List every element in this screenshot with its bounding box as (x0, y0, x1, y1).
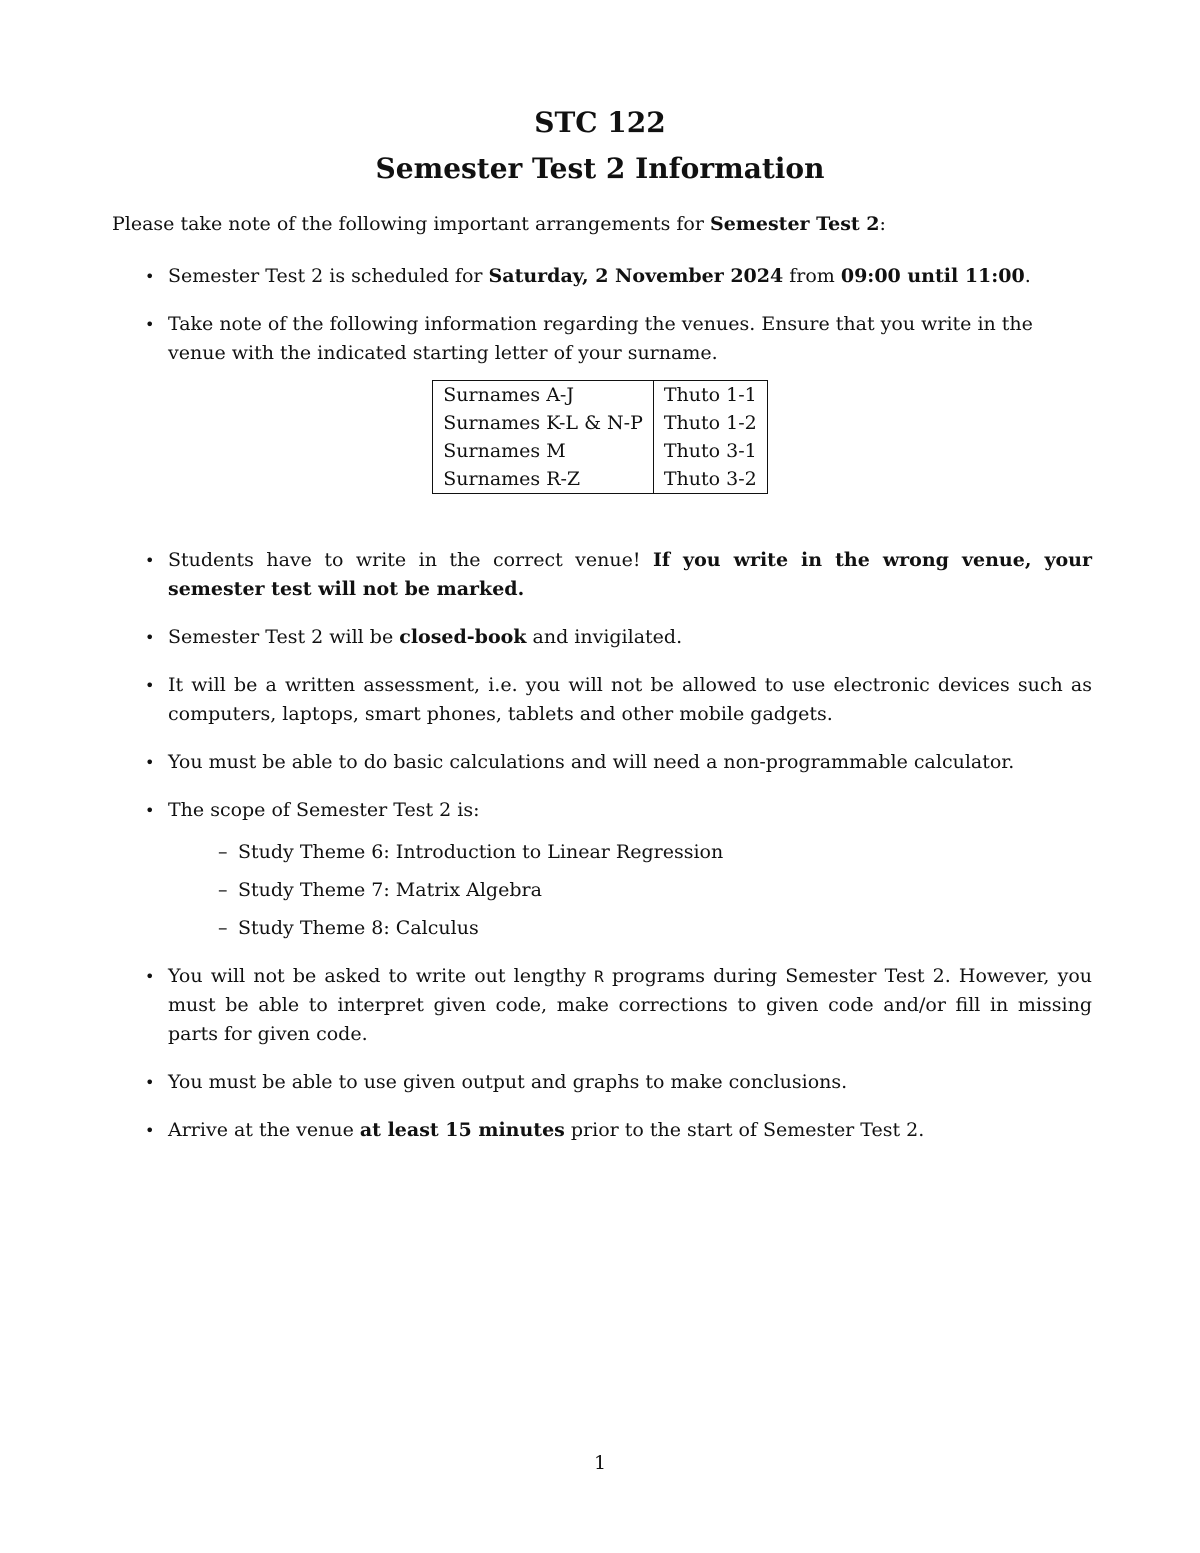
bullet-icon: • (145, 628, 155, 647)
dash-icon: – (218, 879, 228, 901)
closed-book-text-1: Semester Test 2 will be (168, 626, 400, 648)
schedule-time: 09:00 until 11:00 (840, 265, 1025, 287)
bullet-r-programs (112, 962, 1092, 1049)
list-item (218, 838, 1092, 867)
r-language-label: R (594, 967, 604, 986)
bullet-written-assessment (112, 671, 1092, 729)
bullet-calculator (112, 748, 1092, 777)
bullet-list (112, 262, 1092, 1164)
intro-text: Please take note of the following important arrangements for (112, 213, 710, 235)
schedule-text-2: from (783, 265, 841, 287)
study-theme-8: Study Theme 8: Calculus (238, 917, 479, 939)
r-programs-text-2: programs during Semester Test 2. However, you must be able to interpret given code, make corrections to given code and/or fill in missing parts for given code. (168, 965, 1092, 1045)
title-block (0, 100, 1200, 192)
table-row (433, 381, 767, 410)
page-title: Semester Test 2 Information (375, 152, 825, 185)
arrival-bold: at least 15 minutes (359, 1119, 565, 1141)
bullet-icon: • (145, 753, 155, 772)
bullet-icon: • (145, 967, 155, 986)
course-code: STC 122 (534, 106, 666, 139)
scope-sublist (168, 838, 1092, 943)
study-theme-6: Study Theme 6: Introduction to Linear Regression (238, 841, 724, 863)
intro-paragraph (112, 210, 1092, 239)
bullet-arrival (112, 1116, 1092, 1145)
bullet-closed-book (112, 623, 1092, 652)
schedule-date: Saturday, 2 November 2024 (488, 265, 784, 287)
bullet-venues (112, 310, 1092, 368)
arrival-text-2: prior to the start of Semester Test 2. (564, 1119, 925, 1141)
wrong-venue-warning: If you write in the wrong venue, your semester test will not be marked. (168, 549, 1092, 600)
intro-suffix: : (879, 213, 886, 235)
schedule-text-1: Semester Test 2 is scheduled for (168, 265, 489, 287)
bullet-icon: • (145, 267, 155, 286)
dash-icon: – (218, 841, 228, 863)
bullet-icon: • (145, 1073, 155, 1092)
written-assessment-text: It will be a written assessment, i.e. you will not be allowed to use electronic devices such as computers, laptops, smart phones, tablets and other mobile gadgets. (168, 674, 1092, 725)
scope-text: The scope of Semester Test 2 is: (168, 799, 480, 821)
bullet-output-graphs (112, 1068, 1092, 1097)
table-row (433, 409, 767, 437)
bullet-icon: • (145, 676, 155, 695)
bullet-icon: • (145, 801, 155, 820)
surname-group-cell: Surnames M (433, 437, 654, 465)
closed-book-bold: closed-book (399, 626, 527, 648)
bullet-icon: • (145, 315, 155, 334)
arrival-text-1: Arrive at the venue (168, 1119, 360, 1141)
venues-text: Take note of the following information regarding the venues. Ensure that you write in the venue with the indicated starting letter of your surname. (168, 313, 1033, 364)
bullet-scope (112, 796, 1092, 943)
intro-bold: Semester Test 2 (709, 213, 880, 235)
list-item (218, 876, 1092, 905)
venue-table (432, 380, 767, 494)
venue-cell: Thuto 3-1 (653, 437, 767, 465)
table-row (433, 437, 767, 465)
closed-book-text-2: and invigilated. (526, 626, 683, 648)
surname-group-cell: Surnames A-J (433, 381, 654, 410)
surname-group-cell: Surnames K-L & N-P (433, 409, 654, 437)
dash-icon: – (218, 917, 228, 939)
schedule-text-3: . (1024, 265, 1031, 287)
correct-venue-text: Students have to write in the correct venue! (168, 549, 653, 571)
r-programs-text-1: You will not be asked to write out lengthy (168, 965, 595, 987)
bullet-correct-venue (112, 546, 1092, 604)
output-graphs-text: You must be able to use given output and graphs to make conclusions. (168, 1071, 848, 1093)
bullet-icon: • (145, 1121, 155, 1140)
calculator-text: You must be able to do basic calculations and will need a non-programmable calculator. (168, 751, 1015, 773)
venue-cell: Thuto 1-1 (653, 381, 767, 410)
page-number: 1 (593, 1452, 607, 1474)
venue-cell: Thuto 1-2 (653, 409, 767, 437)
list-item (218, 914, 1092, 943)
study-theme-7: Study Theme 7: Matrix Algebra (238, 879, 542, 901)
venue-table-wrapper (0, 380, 1200, 494)
bullet-icon: • (145, 551, 155, 570)
venue-cell: Thuto 3-2 (653, 465, 767, 494)
table-row (433, 465, 767, 494)
bullet-schedule (112, 262, 1092, 291)
surname-group-cell: Surnames R-Z (433, 465, 654, 494)
